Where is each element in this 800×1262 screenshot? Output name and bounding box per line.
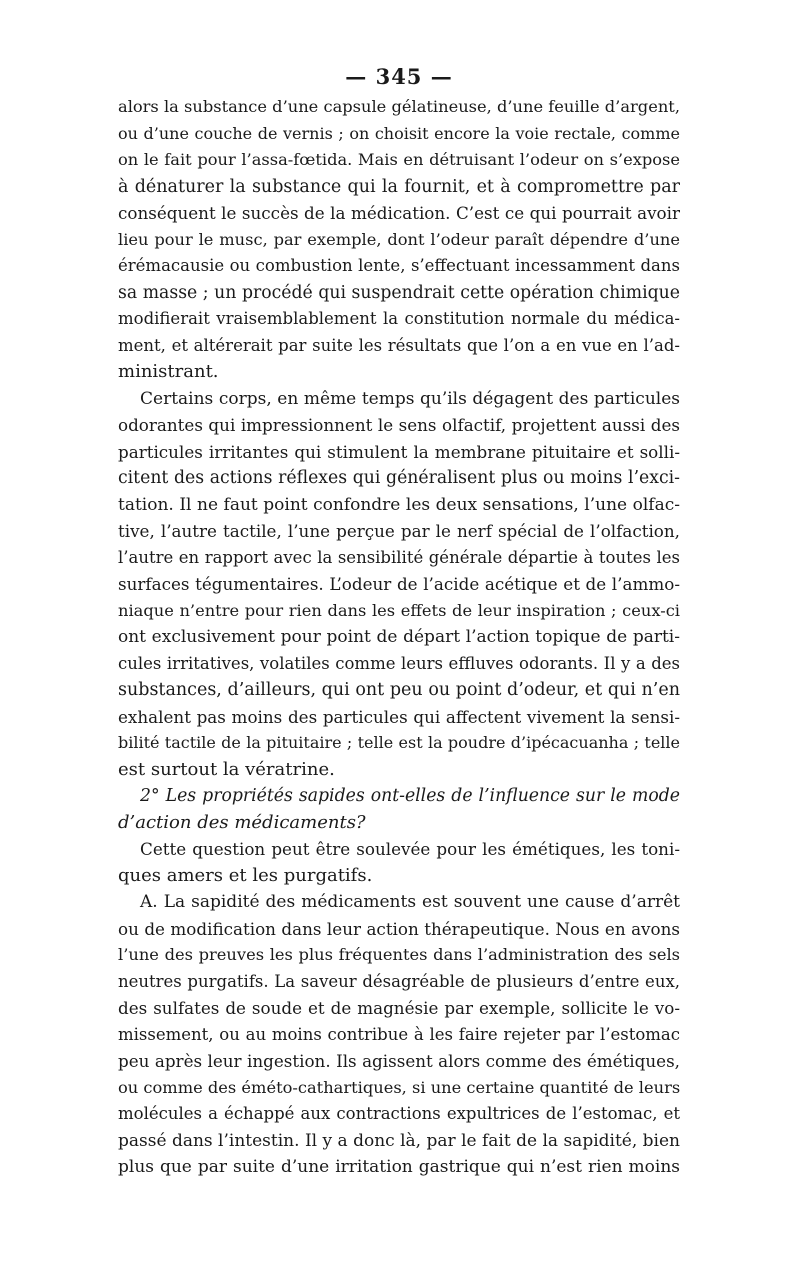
text-line: ou d’une couche de vernis ; on choisit encore la voie rectale, comme [118,123,680,143]
text-line: passé dans l’intestin. Il y a donc là, par le fait de la sapidité, bien [118,1130,680,1151]
text-line: particules irritantes qui stimulent la membrane pituitaire et solli- [118,441,680,462]
text-line: odorantes qui impressionnent le sens olfactif, projettent aussi des [118,415,680,435]
text-line: à dénaturer la substance qui la fournit, et à compromettre par [118,176,680,197]
text-line: érémacausie ou combustion lente, s’effectuant incessamment dans [118,256,680,275]
text-line: l’une des preuves les plus fréquentes dans l’administration des sels [118,945,680,964]
text-line: tive, l’autre tactile, l’une perçue par le nerf spécial de l’olfaction, [118,521,680,541]
text-line: conséquent le succès de la médication. C’est ce qui pourrait avoir [118,203,680,223]
text-line: ou comme des éméto-cathartiques, si une certaine quantité de leurs [118,1077,680,1097]
text-line: ou de modification dans leur action thérapeutique. Nous en avons [118,918,680,939]
paragraph-first-line: Cette question peut être soulevée pour les émétiques, les toni- [140,839,680,859]
text-line: ministrant. [118,361,219,382]
text-line: des sulfates de soude et de magnésie par exemple, sollicite le vo- [118,998,680,1018]
text-line: neutres purgatifs. La saveur désagréable de plusieurs d’entre eux, [118,971,680,991]
text-line: substances, d’ailleurs, qui ont peu ou point d’odeur, et qui n’en [118,680,680,700]
paragraph-first-line: A. La sapidité des médicaments est souvent une cause d’arrêt [140,892,680,912]
book-page [118,60,680,1181]
text-line: exhalent pas moins des particules qui affectent vivement la sensi- [118,706,680,727]
text-line: est surtout la vératrine. [118,758,335,780]
page-number: — 345 — [345,64,453,89]
text-line: plus que par suite d’une irritation gastrique qui n’est rien moins [118,1157,680,1177]
text-line: cules irritatives, volatiles comme leurs effluves odorants. Il y a des [118,653,680,673]
text-line: ment, et altérerait par suite les résultats que l’on a en vue en l’ad- [118,335,680,355]
text-line: lieu pour le musc, par exemple, dont l’odeur paraît dépendre d’une [118,229,680,249]
text-line: surfaces tégumentaires. L’odeur de l’acide acétique et de l’ammo- [118,574,680,594]
text-line: peu après leur ingestion. Ils agissent alors comme des émétiques, [118,1051,680,1071]
text-line: tation. Il ne faut point confondre les deux sensations, l’une olfac- [118,494,680,515]
text-line: sa masse ; un procédé qui suspendrait cette opération chimique [118,282,680,303]
text-line: missement, ou au moins contribue à les faire rejeter par l’estomac [118,1024,680,1044]
text-line: modifierait vraisemblablement la constitution normale du médica- [118,309,680,328]
text-line: niaque n’entre pour rien dans les effets de leur inspiration ; ceux-ci [118,600,680,620]
section-heading: 2° Les propriétés sapides ont-elles de l’influence sur le mode [140,786,680,806]
text-line: molécules a échappé aux contractions expultrices de l’estomac, et [118,1104,680,1123]
text-line: alors la substance d’une capsule gélatineuse, d’une feuille d’argent, [118,97,680,116]
text-line: l’autre en rapport avec la sensibilité générale départie à toutes les [118,547,680,567]
text-line: citent des actions réflexes qui généralisent plus ou moins l’exci- [118,468,680,488]
text-line: bilité tactile de la pituitaire ; telle est la poudre d’ipécacuanha ; telle [118,733,680,752]
text-line: ques amers et les purgatifs. [118,864,373,886]
text-line: ont exclusivement pour point de départ l’action topique de parti- [118,627,680,647]
body-text [118,94,680,1181]
text-line: on le fait pour l’assa-fœtida. Mais en détruisant l’odeur on s’expose [118,150,680,169]
paragraph-first-line: Certains corps, en même temps qu’ils dégagent des particules [140,388,680,409]
section-heading: d’action des médicaments? [118,811,366,833]
